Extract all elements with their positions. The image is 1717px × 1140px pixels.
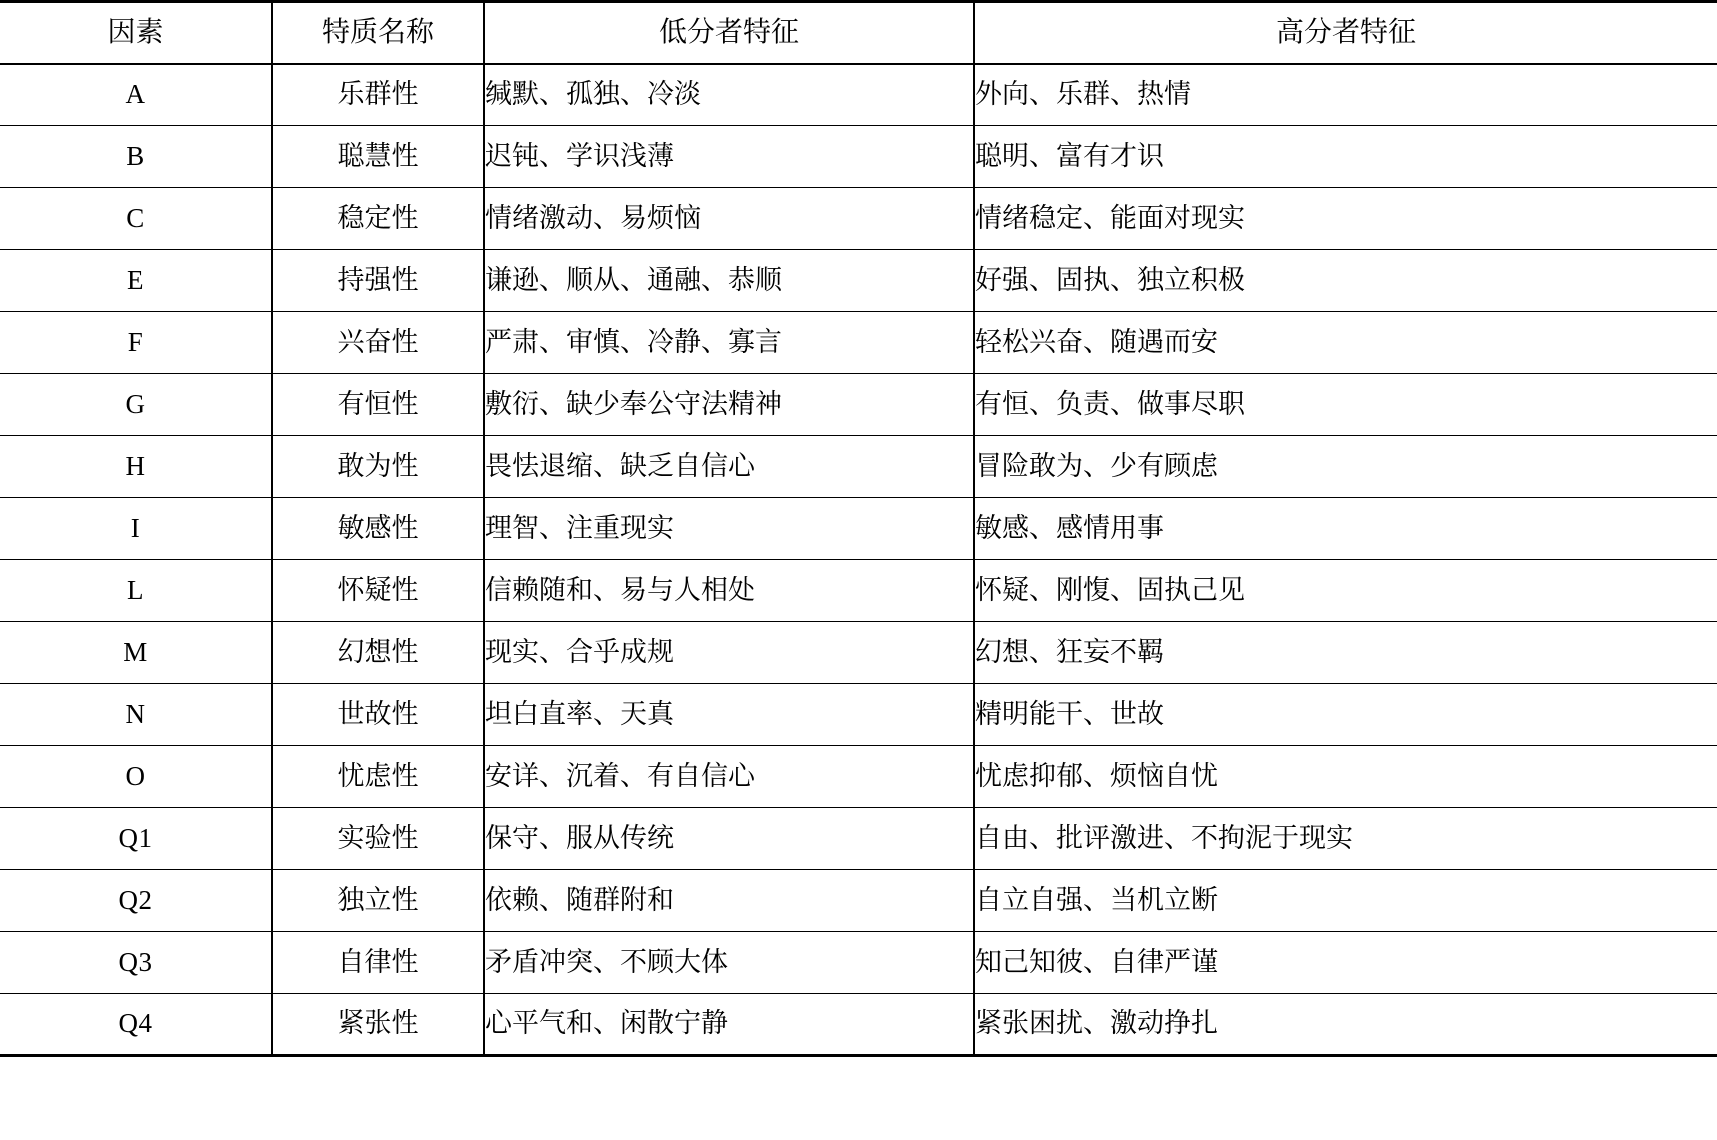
cell-factor: B [0, 126, 272, 188]
cell-factor: I [0, 498, 272, 560]
cell-high-score-feature: 怀疑、刚愎、固执己见 [974, 560, 1717, 622]
cell-trait-name: 实验性 [272, 808, 484, 870]
table-header [0, 2, 1717, 64]
table-row [0, 250, 1717, 312]
table-row [0, 64, 1717, 126]
cell-high-score-feature: 自立自强、当机立断 [974, 870, 1717, 932]
cell-high-score-feature: 忧虑抑郁、烦恼自忧 [974, 746, 1717, 808]
cell-low-score-feature: 缄默、孤独、冷淡 [484, 64, 974, 126]
cell-trait-name: 自律性 [272, 932, 484, 994]
cell-low-score-feature: 严肃、审慎、冷静、寡言 [484, 312, 974, 374]
table-row [0, 932, 1717, 994]
cell-factor: N [0, 684, 272, 746]
cell-factor: Q4 [0, 994, 272, 1056]
cell-trait-name: 世故性 [272, 684, 484, 746]
cell-low-score-feature: 畏怯退缩、缺乏自信心 [484, 436, 974, 498]
cell-factor: Q2 [0, 870, 272, 932]
cell-high-score-feature: 好强、固执、独立积极 [974, 250, 1717, 312]
cell-low-score-feature: 谦逊、顺从、通融、恭顺 [484, 250, 974, 312]
table-row [0, 436, 1717, 498]
cell-low-score-feature: 依赖、随群附和 [484, 870, 974, 932]
cell-trait-name: 忧虑性 [272, 746, 484, 808]
cell-high-score-feature: 情绪稳定、能面对现实 [974, 188, 1717, 250]
table-row [0, 312, 1717, 374]
table-body [0, 64, 1717, 1056]
cell-factor: G [0, 374, 272, 436]
cell-trait-name: 怀疑性 [272, 560, 484, 622]
column-header-factor: 因素 [0, 2, 272, 64]
cell-factor: A [0, 64, 272, 126]
cell-low-score-feature: 迟钝、学识浅薄 [484, 126, 974, 188]
cell-factor: H [0, 436, 272, 498]
table-row [0, 870, 1717, 932]
cell-low-score-feature: 理智、注重现实 [484, 498, 974, 560]
cell-low-score-feature: 心平气和、闲散宁静 [484, 994, 974, 1056]
table-row [0, 126, 1717, 188]
cell-trait-name: 幻想性 [272, 622, 484, 684]
table-row [0, 746, 1717, 808]
cell-trait-name: 独立性 [272, 870, 484, 932]
column-header-low-score: 低分者特征 [484, 2, 974, 64]
cell-low-score-feature: 信赖随和、易与人相处 [484, 560, 974, 622]
cell-high-score-feature: 紧张困扰、激动挣扎 [974, 994, 1717, 1056]
cell-low-score-feature: 安详、沉着、有自信心 [484, 746, 974, 808]
cell-low-score-feature: 矛盾冲突、不顾大体 [484, 932, 974, 994]
cell-high-score-feature: 幻想、狂妄不羁 [974, 622, 1717, 684]
cell-factor: M [0, 622, 272, 684]
cell-high-score-feature: 轻松兴奋、随遇而安 [974, 312, 1717, 374]
cell-factor: O [0, 746, 272, 808]
cell-factor: L [0, 560, 272, 622]
cell-trait-name: 聪慧性 [272, 126, 484, 188]
table-row [0, 560, 1717, 622]
cell-trait-name: 紧张性 [272, 994, 484, 1056]
table-row [0, 188, 1717, 250]
cell-high-score-feature: 精明能干、世故 [974, 684, 1717, 746]
cell-factor: Q3 [0, 932, 272, 994]
table-row [0, 622, 1717, 684]
cell-trait-name: 稳定性 [272, 188, 484, 250]
cell-trait-name: 乐群性 [272, 64, 484, 126]
column-header-high-score: 高分者特征 [974, 2, 1717, 64]
cell-trait-name: 持强性 [272, 250, 484, 312]
cell-high-score-feature: 有恒、负责、做事尽职 [974, 374, 1717, 436]
cell-high-score-feature: 敏感、感情用事 [974, 498, 1717, 560]
cell-high-score-feature: 自由、批评激进、不拘泥于现实 [974, 808, 1717, 870]
cell-trait-name: 敏感性 [272, 498, 484, 560]
table-row [0, 994, 1717, 1056]
table-header-row [0, 2, 1717, 64]
cell-high-score-feature: 聪明、富有才识 [974, 126, 1717, 188]
table-row [0, 684, 1717, 746]
cell-low-score-feature: 保守、服从传统 [484, 808, 974, 870]
cell-low-score-feature: 情绪激动、易烦恼 [484, 188, 974, 250]
column-header-trait-name: 特质名称 [272, 2, 484, 64]
cell-factor: F [0, 312, 272, 374]
cell-trait-name: 兴奋性 [272, 312, 484, 374]
cell-factor: C [0, 188, 272, 250]
table-row [0, 808, 1717, 870]
table-row [0, 498, 1717, 560]
cell-low-score-feature: 现实、合乎成规 [484, 622, 974, 684]
cell-low-score-feature: 坦白直率、天真 [484, 684, 974, 746]
cell-high-score-feature: 知己知彼、自律严谨 [974, 932, 1717, 994]
table-row [0, 374, 1717, 436]
cell-trait-name: 敢为性 [272, 436, 484, 498]
cell-factor: E [0, 250, 272, 312]
cell-high-score-feature: 冒险敢为、少有顾虑 [974, 436, 1717, 498]
cell-trait-name: 有恒性 [272, 374, 484, 436]
cell-low-score-feature: 敷衍、缺少奉公守法精神 [484, 374, 974, 436]
cell-high-score-feature: 外向、乐群、热情 [974, 64, 1717, 126]
cell-factor: Q1 [0, 808, 272, 870]
